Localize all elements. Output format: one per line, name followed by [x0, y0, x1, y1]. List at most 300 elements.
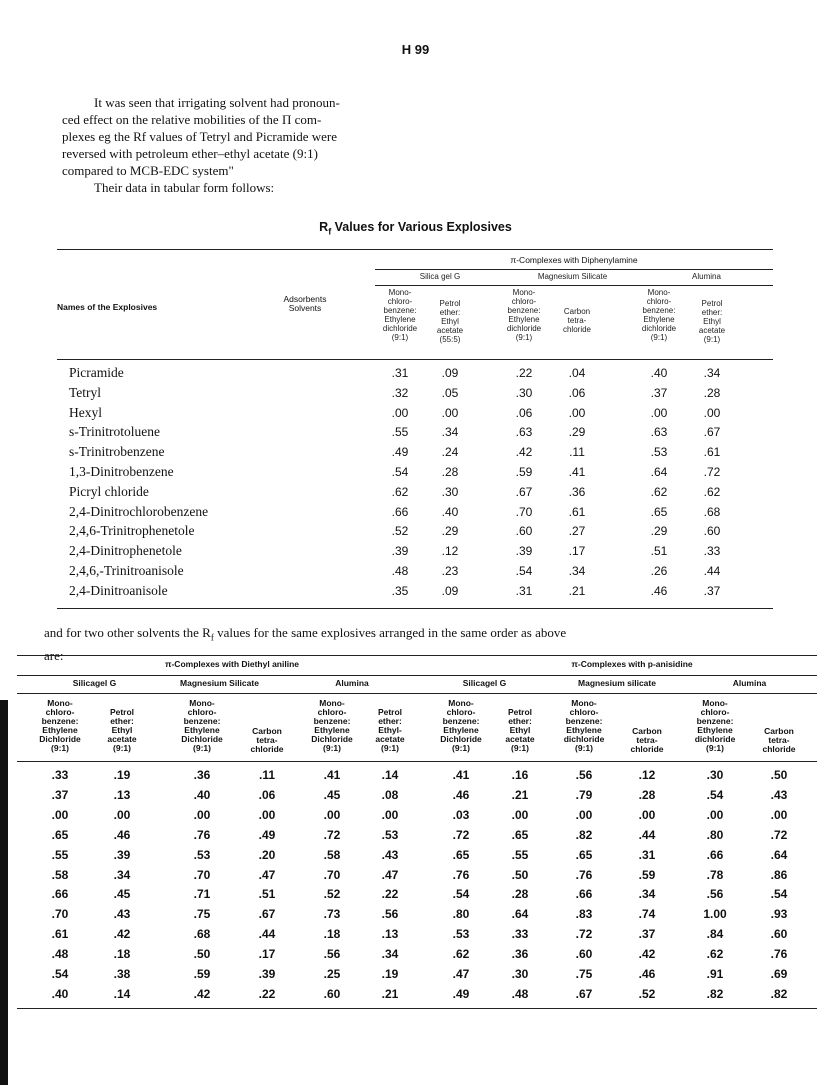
- rf-value: .00: [703, 405, 721, 420]
- rf-value: .23: [441, 564, 459, 578]
- rf-value: .39: [515, 544, 533, 559]
- rf-value: .34: [568, 564, 586, 578]
- rf-value: .40: [193, 787, 211, 802]
- table-row: [17, 887, 817, 908]
- table-row: [57, 444, 773, 464]
- rf-value: .22: [515, 366, 533, 380]
- rf-value: .00: [381, 807, 399, 822]
- explosive-name: 2,4,6,-Trinitroanisole: [69, 563, 184, 578]
- table-row: [57, 464, 773, 484]
- rule: [375, 269, 773, 270]
- table-row: [17, 868, 817, 889]
- rf-value: .46: [452, 787, 470, 802]
- rf-value: .76: [575, 867, 593, 882]
- rf-value: .56: [381, 907, 399, 922]
- rf-value: .71: [193, 887, 211, 902]
- rf-value: .47: [258, 867, 276, 882]
- rf-value: .34: [113, 867, 131, 882]
- table-row: [57, 405, 773, 425]
- rf-value: .00: [391, 405, 409, 420]
- rf-value: .62: [703, 484, 721, 499]
- rf-value: .40: [441, 504, 459, 519]
- rule: [17, 675, 817, 676]
- rf-value: .68: [193, 927, 211, 942]
- table1: [57, 249, 773, 611]
- rf-value: .19: [381, 967, 399, 981]
- rf-value: .09: [441, 366, 459, 380]
- rf-value: .65: [650, 504, 668, 519]
- rf-value: .29: [650, 524, 668, 539]
- rf-value: .50: [770, 768, 788, 782]
- rf-value: .40: [650, 366, 668, 380]
- table1-solvent-header: Carbon tetra- chloride: [562, 307, 591, 334]
- rf-value: .63: [650, 425, 668, 440]
- rf-value: .28: [511, 887, 529, 902]
- rf-value: .51: [650, 544, 668, 559]
- page-number: H 99: [401, 42, 430, 57]
- rf-value: .54: [51, 967, 69, 981]
- rf-value: .00: [511, 807, 529, 822]
- rf-value: .00: [51, 807, 69, 822]
- rf-value: .00: [575, 807, 593, 822]
- rf-value: .61: [703, 445, 721, 460]
- table2-adsorbent: Magnesium Silicate: [180, 678, 259, 688]
- table1-group-header: π-Complexes with Diphenylamine: [510, 255, 638, 265]
- table-row: [57, 543, 773, 563]
- table2-solvent-header: Petrol ether: Ethyl acetate (9:1): [107, 707, 137, 753]
- rf-value: .64: [511, 907, 529, 922]
- rf-value: .33: [703, 544, 721, 559]
- explosive-name: 1,3-Dinitrobenzene: [69, 464, 174, 479]
- rf-value: .54: [452, 887, 470, 902]
- table2-solvent-header: Mono- chloro- benzene: Ethylene Dichloride (9:1): [440, 698, 482, 753]
- rule: [17, 1008, 817, 1009]
- rf-value: .84: [706, 927, 724, 942]
- rf-value: .27: [568, 524, 586, 539]
- rf-value: .83: [575, 907, 593, 922]
- rf-value: .60: [770, 927, 788, 942]
- table1-adsorbent: Silica gel G: [419, 272, 461, 281]
- adsorbents-solvents-header: Adsorbents Solvents: [283, 294, 327, 313]
- table-row: [57, 563, 773, 583]
- rf-value: .41: [323, 768, 341, 782]
- rf-value: .44: [638, 827, 656, 842]
- rf-value: .67: [515, 484, 533, 499]
- table2-adsorbent: Alumina: [335, 678, 369, 688]
- rf-value: .48: [391, 564, 409, 578]
- rf-value: .39: [113, 847, 131, 862]
- rf-value: .38: [113, 967, 131, 981]
- rf-value: .00: [770, 807, 788, 822]
- rf-value: .54: [515, 564, 533, 578]
- rf-value: .36: [193, 768, 211, 782]
- table-row: [17, 808, 817, 829]
- rf-value: 1.00: [703, 907, 727, 922]
- rf-value: .67: [258, 907, 276, 922]
- rf-value: .91: [706, 967, 724, 981]
- rf-value: .11: [569, 445, 585, 460]
- rf-value: .52: [638, 986, 656, 1001]
- rf-value: .59: [638, 867, 656, 882]
- rf-value: .16: [511, 768, 529, 782]
- rf-value: .22: [258, 986, 276, 1001]
- rf-value: .30: [511, 967, 529, 981]
- explosive-name: 2,4-Dinitrophenetole: [69, 543, 182, 559]
- table-row: [57, 424, 773, 444]
- rf-value: .61: [568, 504, 586, 519]
- table-row: [57, 523, 773, 543]
- rule: [375, 285, 773, 286]
- table-row: [57, 385, 773, 405]
- rf-value: .73: [323, 907, 341, 922]
- rf-value: .66: [575, 887, 593, 902]
- table-row: [17, 907, 817, 928]
- rf-value: .34: [638, 887, 656, 902]
- rf-value: .82: [575, 827, 593, 842]
- rf-value: .55: [511, 847, 529, 862]
- rf-value: .69: [770, 967, 788, 981]
- rf-value: .53: [193, 847, 211, 862]
- table1-solvent-header: Mono- chloro- benzene: Ethylene dichloride (9:1): [641, 288, 677, 342]
- rf-value: .80: [452, 907, 470, 922]
- rf-value: .55: [51, 847, 69, 862]
- table-row: [17, 927, 817, 948]
- table2-solvent-header: Mono- chloro- benzene: Ethylene Dichloride (9:1): [39, 698, 81, 753]
- rf-value: .21: [381, 986, 399, 1001]
- rf-value: .31: [515, 583, 533, 598]
- rf-value: .66: [391, 504, 409, 519]
- rf-value: .30: [706, 768, 724, 782]
- rf-value: .14: [113, 986, 131, 1001]
- explosive-name: 2,4-Dinitrochlorobenzene: [69, 503, 209, 519]
- rf-value: .13: [381, 927, 399, 942]
- intro-line: Their data in tabular form follows:: [94, 180, 275, 195]
- rf-value: .25: [323, 967, 341, 981]
- explosive-name: Picramide: [69, 365, 124, 380]
- intro-line: ced effect on the relative mobilities of the Π com-: [62, 112, 322, 127]
- rule: [17, 693, 817, 694]
- table2-group-header: π-Complexes with p-anisidine: [571, 659, 693, 669]
- table2-solvent-header: Carbon tetra- chloride: [630, 726, 664, 754]
- rf-value: .59: [193, 967, 211, 981]
- rf-value: .56: [323, 947, 341, 962]
- rf-value: .53: [381, 827, 399, 842]
- rf-value: .34: [703, 366, 721, 380]
- rf-value: .56: [575, 768, 593, 782]
- intro-line: compared to MCB-EDC system": [62, 163, 234, 178]
- rf-value: .33: [51, 768, 69, 782]
- rf-value: .58: [323, 847, 341, 862]
- rf-value: .09: [441, 583, 459, 598]
- rf-value: .06: [515, 405, 533, 420]
- rf-value: .20: [258, 847, 276, 862]
- rf-value: .00: [113, 807, 131, 822]
- rf-value: .70: [515, 504, 533, 519]
- rf-value: .00: [323, 807, 341, 822]
- rf-value: .39: [258, 967, 276, 981]
- rf-value: .68: [703, 504, 721, 519]
- rf-value: .31: [638, 847, 656, 862]
- rf-value: .75: [193, 907, 211, 922]
- table1-adsorbent: Magnesium Silicate: [537, 272, 608, 281]
- rf-value: .12: [441, 544, 459, 559]
- rf-value: .48: [511, 986, 529, 1001]
- rf-value: .72: [323, 827, 341, 842]
- rf-value: .70: [51, 907, 69, 922]
- explosive-name: Tetryl: [69, 384, 102, 400]
- rf-value: .42: [193, 986, 211, 1001]
- table1-solvent-header: Mono- chloro- benzene: Ethylene dichloride (9:1): [382, 288, 418, 342]
- rf-value: .62: [391, 484, 409, 499]
- rf-value: .39: [391, 544, 409, 559]
- middle-paragraph: and for two other solvents the $R_f$ values for the same explosives arranged in the same order as above are:: [44, 625, 567, 663]
- rf-value: .48: [51, 947, 69, 962]
- rf-value: .21: [511, 787, 529, 802]
- explosive-name: 2,4,6-Trinitrophenetole: [69, 523, 195, 539]
- rf-value: .54: [391, 465, 409, 479]
- table-row: [17, 947, 817, 968]
- table2-solvent-header: Mono- chloro- benzene: Ethylene Dichloride (9:1): [311, 698, 353, 753]
- rf-value: .18: [323, 927, 341, 942]
- rf-value: .49: [391, 445, 409, 460]
- table-row: [57, 583, 773, 603]
- rf-value: .72: [452, 827, 470, 842]
- intro-line: reversed with petroleum ether–ethyl acetate (9:1): [62, 146, 318, 161]
- rf-value: .72: [770, 827, 788, 842]
- rf-value: .60: [323, 986, 341, 1001]
- table2-adsorbent: Silicagel G: [462, 678, 507, 688]
- rf-value: .72: [703, 465, 721, 479]
- rf-value: .60: [703, 524, 721, 539]
- table-row: [57, 365, 773, 385]
- rf-value: .49: [258, 827, 276, 842]
- table-row: [17, 788, 817, 809]
- explosive-name: Hexyl: [69, 404, 102, 420]
- rule: [17, 761, 817, 762]
- rf-value: .80: [706, 827, 724, 842]
- rf-value: .47: [452, 967, 470, 981]
- intro-line: plexes eg the Rf values of Tetryl and Picramide were: [62, 129, 338, 144]
- rf-value: .56: [706, 887, 724, 902]
- rf-value: .42: [515, 445, 533, 460]
- rf-value: .67: [703, 425, 721, 440]
- rf-value: .36: [568, 484, 586, 499]
- rf-value: .43: [770, 787, 788, 802]
- rf-value: .53: [452, 927, 470, 942]
- table1-solvent-header: Petrol ether: Ethyl acetate (9:1): [698, 299, 726, 344]
- rf-value: .64: [770, 847, 788, 862]
- table1-solvent-header: Mono- chloro- benzene: Ethylene dichloride (9:1): [506, 288, 542, 342]
- rf-value: .66: [706, 847, 724, 862]
- table2-adsorbent: Magnesium silicate: [578, 678, 656, 688]
- explosive-name: s-Trinitrobenzene: [69, 444, 165, 460]
- rf-value: .53: [650, 445, 668, 460]
- rf-value: .00: [193, 807, 211, 822]
- rf-value: .65: [452, 847, 470, 862]
- rf-value: .70: [323, 867, 341, 882]
- rf-value: .33: [511, 927, 529, 942]
- table2-solvent-header: Mono- chloro- benzene: Ethylene dichloride (9:1): [694, 698, 736, 753]
- rf-value: .00: [650, 405, 668, 420]
- rf-value: .37: [638, 927, 656, 942]
- table-row: [17, 828, 817, 849]
- rf-value: .60: [575, 947, 593, 962]
- rf-value: .30: [441, 484, 459, 499]
- rf-value: .17: [258, 947, 276, 962]
- rf-value: .65: [51, 827, 69, 842]
- table-row: [57, 504, 773, 524]
- explosive-name: 2,4-Dinitroanisole: [69, 582, 168, 598]
- rf-value: .24: [441, 445, 459, 460]
- rf-value: .46: [638, 967, 656, 981]
- table2-solvent-header: Petrol ether: Ethyl acetate (9:1): [505, 707, 535, 753]
- rf-value: .65: [511, 827, 529, 842]
- rf-value: .51: [258, 887, 276, 902]
- table2-solvent-header: Mono- chloro- benzene: Ethylene dichloride (9:1): [563, 698, 605, 753]
- rf-value: .43: [381, 847, 399, 862]
- rf-value: .28: [638, 787, 656, 802]
- table-row: [17, 768, 817, 789]
- rf-value: .30: [515, 385, 533, 400]
- rf-value: .44: [258, 927, 276, 942]
- table2: [17, 655, 817, 1013]
- scan-edge-bar: [0, 700, 8, 1085]
- rf-value: .46: [113, 827, 131, 842]
- table2-solvent-header: Mono- chloro- benzene: Ethylene Dichloride (9:1): [181, 698, 223, 753]
- table-row: [17, 987, 817, 1008]
- rf-value: .50: [193, 947, 211, 962]
- table2-solvent-header: Carbon tetra- chloride: [762, 726, 796, 754]
- rf-value: .29: [568, 425, 586, 440]
- rf-value: .37: [650, 385, 668, 400]
- rf-value: .52: [391, 524, 409, 539]
- rf-value: .00: [638, 807, 656, 822]
- rf-value: .66: [51, 887, 69, 902]
- rf-value: .11: [258, 768, 276, 782]
- rf-value: .74: [638, 907, 656, 922]
- rf-value: .34: [381, 947, 399, 962]
- rf-value: .19: [113, 768, 131, 782]
- rf-value: .55: [391, 425, 409, 440]
- rf-value: .06: [568, 385, 586, 400]
- table-row: [57, 484, 773, 504]
- rf-value: .79: [575, 787, 593, 802]
- rf-value: .76: [193, 827, 211, 842]
- rf-value: .14: [381, 768, 399, 782]
- rf-value: .41: [452, 768, 470, 782]
- rf-value: .22: [381, 887, 399, 902]
- rf-value: .93: [770, 907, 788, 922]
- rf-value: .86: [770, 867, 788, 882]
- rf-value: .59: [515, 465, 533, 479]
- rule: [57, 608, 773, 609]
- rf-value: .43: [113, 907, 131, 922]
- rf-value: .64: [650, 465, 668, 479]
- rf-value: .62: [452, 947, 470, 962]
- table1-solvent-header: Petrol ether: Ethyl acetate (55:5): [436, 299, 464, 344]
- table-row: [17, 848, 817, 869]
- rf-value: .62: [650, 484, 668, 499]
- table1-adsorbent: Alumina: [692, 272, 721, 281]
- rf-value: .45: [113, 887, 131, 902]
- rf-value: .00: [258, 807, 276, 822]
- rf-value: .28: [703, 385, 721, 400]
- rf-value: .42: [638, 947, 656, 962]
- rf-value: .70: [193, 867, 211, 882]
- rf-value: .58: [51, 867, 69, 882]
- intro-line: It was seen that irrigating solvent had pronoun-: [94, 95, 340, 110]
- rf-value: .42: [113, 927, 131, 942]
- rf-value: .34: [441, 425, 459, 440]
- rf-value: .78: [706, 867, 724, 882]
- rf-value: .26: [650, 564, 668, 578]
- rf-value: .18: [113, 947, 131, 962]
- table2-solvent-header: Carbon tetra- chloride: [250, 726, 284, 754]
- rf-value: .54: [770, 887, 788, 902]
- rf-value: .61: [51, 927, 69, 942]
- rf-value: .50: [511, 867, 529, 882]
- intro-paragraph: [62, 94, 424, 196]
- rf-value: .76: [770, 947, 788, 962]
- rf-value: .37: [51, 787, 69, 802]
- rf-value: .76: [452, 867, 470, 882]
- rf-value: .37: [703, 583, 721, 598]
- rf-value: .06: [258, 787, 276, 802]
- rf-value: .00: [441, 405, 459, 420]
- rf-value: .44: [703, 564, 721, 578]
- rf-value: .29: [441, 524, 459, 539]
- rf-value: .47: [381, 867, 399, 882]
- rf-value: .67: [575, 986, 593, 1001]
- rf-value: .35: [391, 583, 409, 598]
- rf-value: .28: [441, 465, 459, 479]
- rf-value: .03: [452, 807, 470, 822]
- rf-value: .82: [706, 986, 724, 1001]
- rf-value: .40: [51, 986, 69, 1001]
- rf-value: .08: [381, 787, 399, 802]
- table2-adsorbent: Silicagel G: [72, 678, 117, 688]
- table2-group-header: π-Complexes with Diethyl aniline: [164, 659, 300, 669]
- rf-value: .72: [575, 927, 593, 942]
- rf-value: .17: [568, 544, 586, 559]
- rf-value: .54: [706, 787, 724, 802]
- rf-value: .60: [515, 524, 533, 539]
- explosive-name: Picryl chloride: [69, 483, 149, 499]
- rf-value: .62: [706, 947, 724, 962]
- rf-value: .75: [575, 967, 593, 981]
- rf-value: .04: [568, 366, 586, 380]
- explosive-name: s-Trinitrotoluene: [69, 424, 160, 440]
- rf-value: .13: [113, 787, 131, 802]
- rule: [17, 655, 817, 656]
- table1-title: $R_f$ Values for Various Explosives: [319, 220, 512, 237]
- rf-value: .63: [515, 425, 533, 440]
- names-header: Names of the Explosives: [57, 302, 158, 312]
- table2-solvent-header: Petrol ether: Ethyl- acetate (9:1): [375, 707, 405, 753]
- rf-value: .00: [706, 807, 724, 822]
- rule: [57, 249, 773, 250]
- rf-value: .00: [568, 405, 586, 420]
- rf-value: .49: [452, 986, 470, 1001]
- table2-adsorbent: Alumina: [732, 678, 767, 688]
- rule: [57, 359, 773, 360]
- rf-value: .65: [575, 847, 593, 862]
- rf-value: .31: [391, 366, 409, 380]
- table-row: [17, 967, 817, 988]
- rf-value: .05: [441, 385, 459, 400]
- rf-value: .45: [323, 787, 341, 802]
- rf-value: .41: [568, 465, 586, 479]
